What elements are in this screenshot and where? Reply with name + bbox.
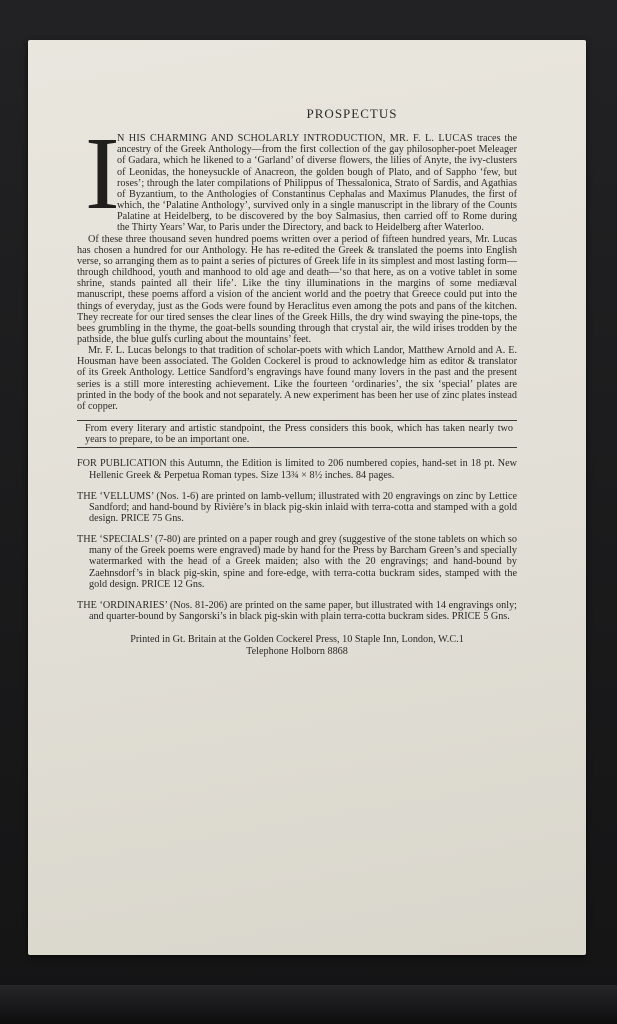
- paragraph-anthology: Of these three thousand seven hundred poems written over a period of fifteen hundred years, Mr. Lucas has chosen a hundred for our Anthology. He has re-edited the Greek & translated the poems into English verse, so arranging them as to paint a series of pictures of Greek life in its simplest and most lasting form—through childhood, youth and manhood to old age and death—‘so that here, as on a votive tablet in some shrine, stands painted all their life’. Like the tiny illuminations in the margins of some mediæval manuscript, these poems afford a vision of the ancient world and the poetry that Greece could put into the things of everyday, just as the Gods were found by Heraclitus even among the pots and pans of the kitchen. They recreate for our tired senses the clear lines of the Greek Hills, the dry wind swaying the pine-tops, the bees grumbling in the thyme, the goat-bells sounding through that crystal air, the wild irises trodden by the pathside, the blue gulfs curling about the mountains’ feet.: [77, 233, 517, 345]
- printer-address: Printed in Gt. Britain at the Golden Cockerel Press, 10 Staple Inn, London, W.C.1: [130, 634, 464, 646]
- printer-imprint: [77, 634, 517, 658]
- intro-caps: N HIS CHARMING AND SCHOLARLY INTRODUCTION, MR. F. L. LUCAS: [117, 133, 473, 145]
- table-edge: [0, 985, 617, 1024]
- intro-text: traces the ancestry of the Greek Anthology—from the first collection of the gay philosopher-poet Meleager of Gadara, which he likened to a ‘Garland’ of diverse flowers, the lilies of Anyte, the ivy-clusters of Leonidas, the honeysuckle of Anacreon, the golden bough of Plato, and of Sappho ‘few, but roses’; through the later compilations of Philippus of Thessalonica, Strato of Sardis, and Agathias of Byzantium, to the Anthologies of Constantinus Cephalas and Maximus Planudes, the first of which, the ‘Palatine Anthology’, survived only in a single manuscript in the library of the Counts Palatine at Heidelberg, to be discovered by the boy Salmasius, then carried off to Rome during the Thirty Years’ War, to Paris under the Directory, and back to Heidelberg after Waterloo.: [117, 133, 518, 234]
- press-note: From every literary and artistic standpoint, the Press considers this book, which has taken nearly two years to prepare, to be an important one.: [77, 420, 517, 448]
- drop-cap: I: [85, 116, 120, 232]
- printer-telephone: Telephone Holborn 8868: [246, 646, 348, 658]
- ordinaries-edition: THE ‘ORDINARIES’ (Nos. 81-206) are printed on the same paper, but illustrated with 14 engravings only; and quarter-bound by Sangorski’s in black pig-skin with plain terra-cotta buckram sides. PRICE 5 Gns.: [77, 599, 517, 623]
- intro-paragraph: [77, 116, 518, 234]
- vellums-edition: THE ‘VELLUMS’ (Nos. 1-6) are printed on lamb-vellum; illustrated with 20 engravings on zinc by Lettice Sandford; and hand-bound by Rivière’s in black pig-skin inlaid with terra-cotta and stamped with a gold design. PRICE 75 Gns.: [77, 490, 517, 524]
- page-title: PROSPECTUS: [306, 106, 398, 121]
- publication-details: FOR PUBLICATION this Autumn, the Edition is limited to 206 numbered copies, hand-set in 18 pt. New Hellenic Greek & Perpetua Roman types. Size 13¾ × 8½ inches. 84 pages.: [77, 458, 517, 481]
- paragraph-lucas: Mr. F. L. Lucas belongs to that tradition of scholar-poets with which Landor, Matthew Arnold and A. E. Housman have been associated. The Golden Cockerel is proud to acknowledge him as editor & translator of its Greek Anthology. Lettice Sandford’s engravings have found many lovers in the past and the present series is a still more interesting achievement. Like the fourteen ‘ordinaries’, the six ‘special’ plates are printed in the body of the book and not separately. A new experiment has been her use of zinc plates instead of copper.: [77, 345, 517, 412]
- specials-edition: THE ‘SPECIALS’ (7-80) are printed on a paper rough and grey (suggestive of the stone tablets on which so many of the Greek poems were engraved) made by hand for the Press by Barcham Green’s and specially watermarked with the head of a Greek maiden; also with the 20 engravings; and hand-bound by Zaehnsdorf’s in black pig-skin, spine and fore-edge, with terra-cotta buckram sides, stamped with the gold design. PRICE 12 Gns.: [77, 534, 517, 590]
- intro-section: [77, 116, 518, 234]
- prospectus-content: [77, 108, 517, 658]
